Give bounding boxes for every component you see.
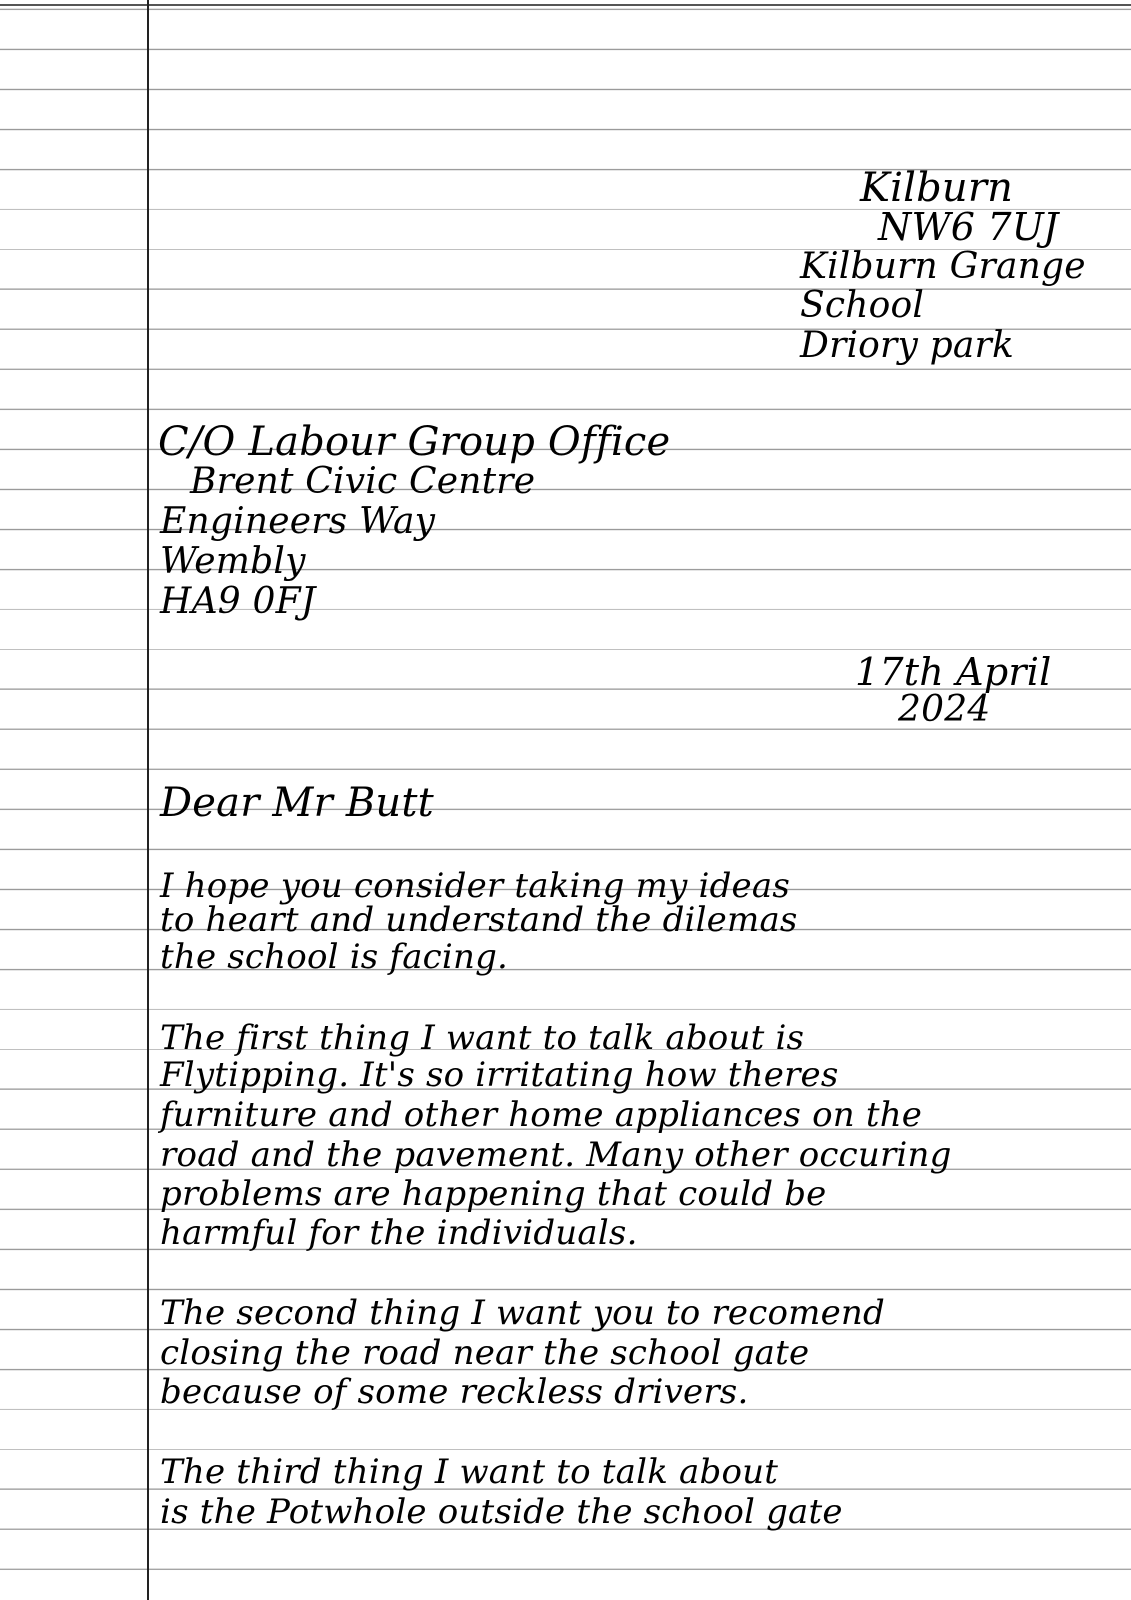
date-line: 2024 — [898, 689, 991, 730]
body-line: closing the road near the school gate — [160, 1333, 810, 1373]
recipient-address-line: Engineers Way — [160, 501, 436, 542]
recipient-address-line: Wembly — [160, 541, 306, 582]
body-line: The second thing I want you to recomend — [160, 1293, 885, 1333]
body-line: to heart and understand the dilemas — [160, 900, 798, 940]
body-line: road and the pavement. Many other occuring — [160, 1135, 952, 1175]
body-line: furniture and other home appliances on the — [160, 1095, 923, 1135]
body-line: because of some reckless drivers. — [160, 1372, 749, 1412]
sender-address-line: NW6 7UJ — [878, 205, 1059, 249]
sender-address-line: Kilburn Grange — [800, 246, 1086, 287]
sender-address-line: Driory park — [800, 325, 1014, 366]
body-line: is the Potwhole outside the school gate — [160, 1492, 843, 1532]
body-line: Flytipping. It's so irritating how theres — [160, 1055, 839, 1095]
greeting: Dear Mr Butt — [160, 780, 434, 826]
sender-address-line: Kilburn — [860, 165, 1014, 211]
body-line: I hope you consider taking my ideas — [160, 866, 790, 906]
body-line: The first thing I want to talk about is — [160, 1018, 805, 1058]
paper-top-edge — [0, 4, 1131, 6]
sender-address-line: School — [800, 285, 925, 326]
body-line: harmful for the individuals. — [160, 1213, 638, 1253]
margin-line — [147, 0, 149, 1600]
body-line: problems are happening that could be — [160, 1174, 827, 1214]
body-line: The third thing I want to talk about — [160, 1452, 779, 1492]
recipient-address-line: C/O Labour Group Office — [158, 419, 671, 465]
date-line: 17th April — [855, 650, 1052, 694]
body-line: the school is facing. — [160, 937, 509, 977]
recipient-address-line: Brent Civic Centre — [190, 461, 536, 502]
recipient-address-line: HA9 0FJ — [160, 581, 316, 622]
